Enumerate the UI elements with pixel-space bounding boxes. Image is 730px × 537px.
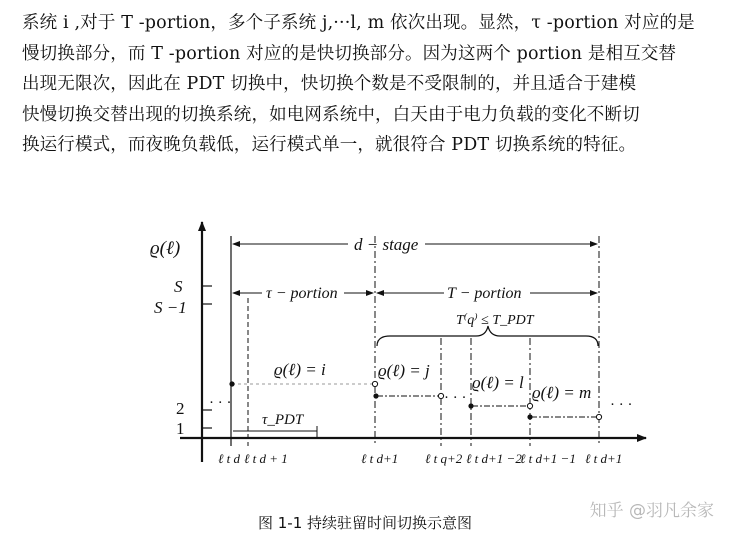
T-constraint-label: T⁽q⁾ ≤ T_PDT — [456, 313, 534, 328]
x-tick-td-plus-1: ℓ t d + 1 — [244, 451, 288, 466]
T-portion-brace — [377, 326, 598, 346]
paragraph-line-2: 慢切换部分，而 T -portion 对应的是快切换部分。因为这两个 portion 是相互交替 — [22, 43, 677, 64]
paragraph-line-4: 快慢切换交替出现的切换系统，如电网系统中，白天由于电力负载的变化不断切 — [22, 104, 640, 125]
paragraph-line-3: 出现无限次，因此在 PDT 切换中，快切换个数是不受限制的，并且适合于建模 — [22, 74, 637, 95]
paragraph-line-1: 系统 i ,对于 T -portion，多个子系统 j,···l, m 依次出现。显然，τ -portion 对应的是 — [22, 13, 695, 33]
y-tick-2: 2 — [176, 399, 185, 418]
zhihu-watermark: 知乎 @羽凡余家 — [589, 501, 714, 521]
mode-label-m: ϱ(ℓ) = m — [532, 383, 592, 402]
x-tick-next: ℓ t d+1 — [585, 451, 623, 466]
tau-pdt-label: τ_PDT — [262, 412, 304, 428]
T-portion-label: T − portion — [447, 285, 522, 302]
ellipsis-left: · · · — [209, 395, 232, 411]
ellipsis-middle: · · · — [444, 390, 467, 406]
ellipsis-right: · · · — [610, 397, 633, 413]
paragraph-line-5: 换运行模式，而夜晚负载低，运行模式单一，就很符合 PDT 切换系统的特征。 — [22, 135, 637, 156]
mode-label-i: ϱ(ℓ) = i — [274, 360, 326, 379]
figure-caption: 图 1-1 持续驻留时间切换示意图 — [257, 514, 473, 532]
y-tick-S-minus-1: S −1 — [154, 298, 187, 317]
y-tick-S: S — [174, 277, 183, 296]
x-tick-minus-2: ℓ t d+1 −2 — [466, 451, 522, 466]
tau-portion-label: τ − portion — [266, 285, 338, 302]
x-tick-minus-1: ℓ t d+1 −1 — [520, 451, 576, 466]
y-tick-1: 1 — [176, 419, 185, 438]
d-stage-label: d − stage — [354, 235, 419, 254]
x-tick-td: ℓ t d — [218, 451, 241, 466]
mode-label-l: ϱ(ℓ) = l — [472, 373, 524, 392]
mode-label-j: ϱ(ℓ) = j — [378, 361, 430, 380]
x-tick-td1: ℓ t d+1 — [361, 451, 399, 466]
y-axis-label: ϱ(ℓ) — [150, 238, 181, 259]
x-tick-q2: ℓ t q+2 — [425, 451, 463, 466]
